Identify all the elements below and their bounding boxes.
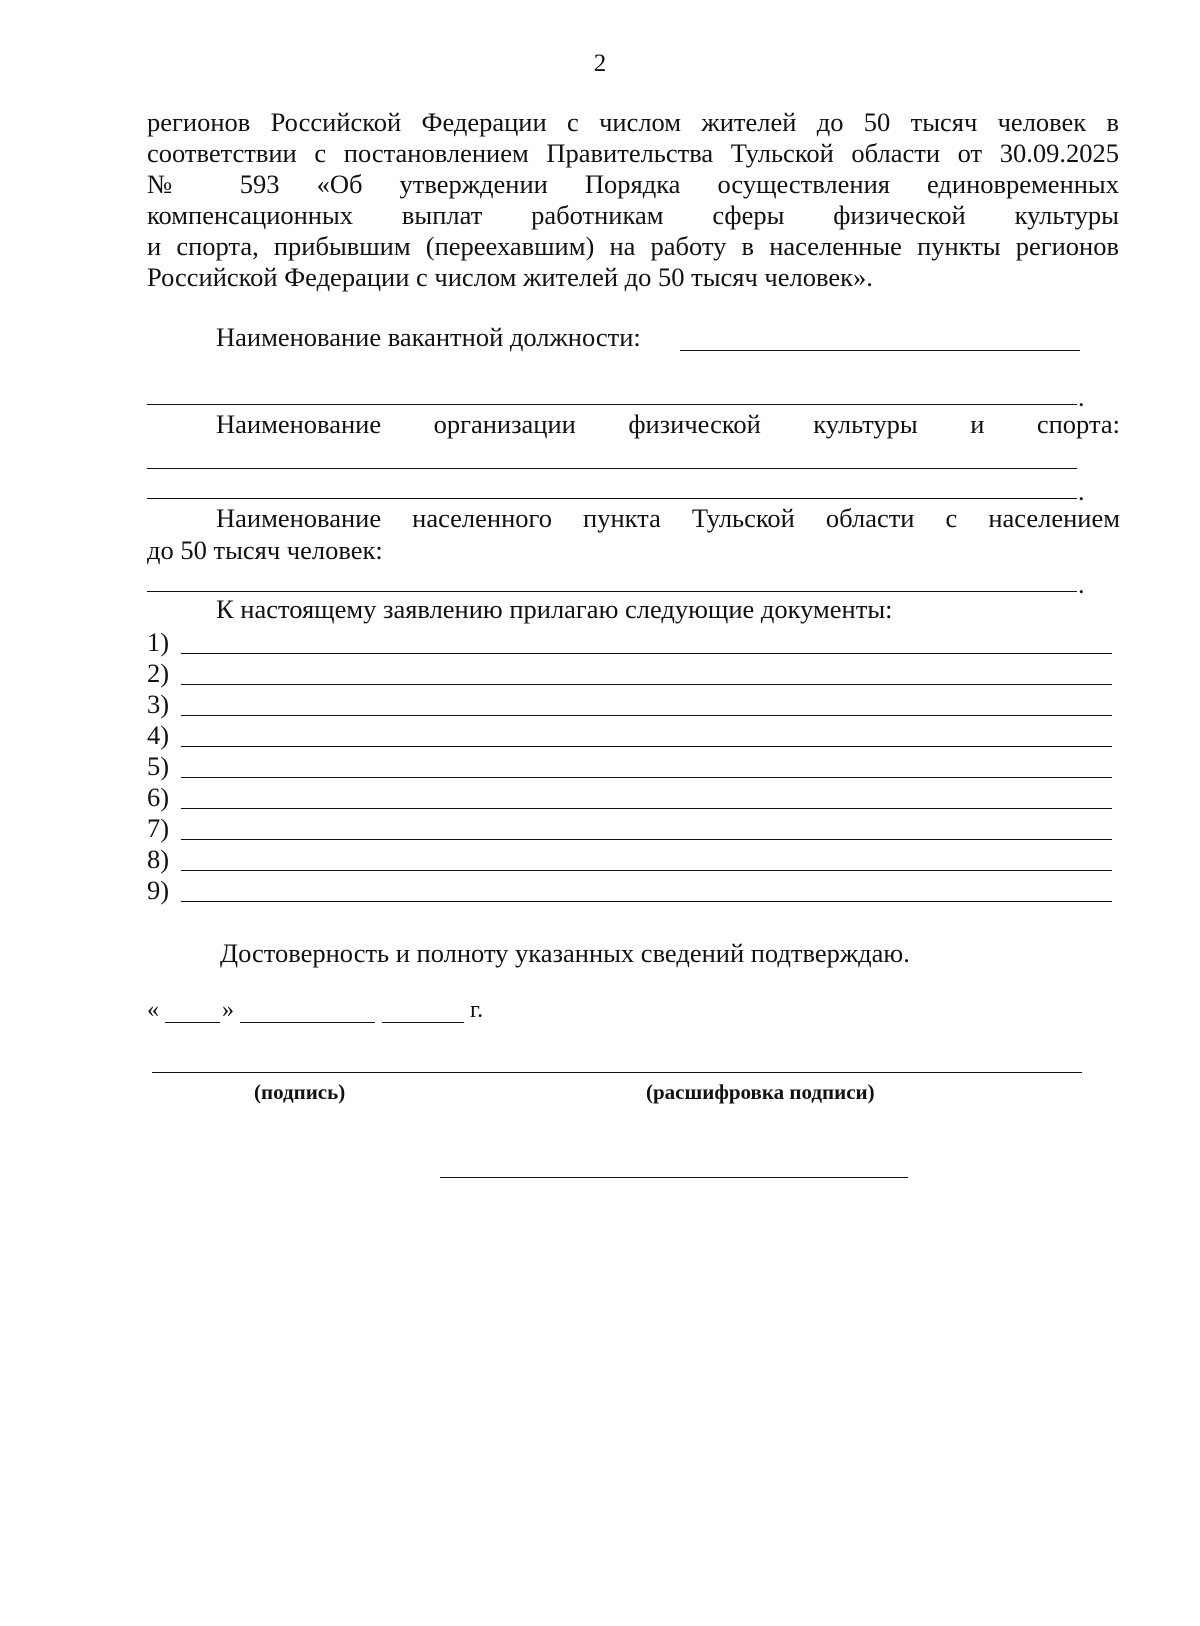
document-item-number: 3) bbox=[147, 689, 170, 719]
document-item-line[interactable] bbox=[181, 684, 1112, 685]
document-item-line[interactable] bbox=[181, 870, 1112, 871]
date-open-quote: « bbox=[147, 997, 159, 1023]
document-item-number: 2) bbox=[147, 658, 170, 688]
document-item-line[interactable] bbox=[181, 901, 1112, 902]
line-end-dot: . bbox=[1078, 570, 1085, 599]
vacancy-input-line-continued[interactable] bbox=[147, 404, 1077, 405]
intro-paragraph bbox=[147, 107, 1119, 293]
intro-line: соответствии с постановлением Правительства Тульской области от 30.09.2025 bbox=[147, 138, 1119, 168]
organization-input-line-continued[interactable] bbox=[147, 498, 1077, 499]
date-year-line[interactable] bbox=[382, 1022, 464, 1023]
organization-label: Наименование организации физической культуры и спорта: bbox=[216, 409, 1120, 439]
document-item-line[interactable] bbox=[181, 808, 1112, 809]
signature-decoding-caption: (расшифровка подписи) bbox=[646, 1080, 875, 1104]
document-item-line[interactable] bbox=[181, 839, 1112, 840]
document-item-number: 1) bbox=[147, 627, 170, 657]
line-end-dot: . bbox=[1078, 477, 1085, 506]
settlement-label-continued: до 50 тысяч человек: bbox=[147, 535, 383, 565]
intro-line: регионов Российской Федерации с числом жителей до 50 тысяч человек в bbox=[147, 107, 1119, 137]
document-item-line[interactable] bbox=[181, 715, 1112, 716]
closing-rule bbox=[440, 1177, 908, 1178]
vacancy-label: Наименование вакантной должности: bbox=[216, 322, 641, 352]
intro-line: и спорта, прибывшим (переехавшим) на работу в населенные пункты регионов bbox=[147, 231, 1119, 261]
document-item-number: 7) bbox=[147, 813, 170, 843]
document-item-number: 9) bbox=[147, 875, 170, 905]
documents-heading: К настоящему заявлению прилагаю следующие документы: bbox=[216, 594, 893, 624]
document-item-number: 6) bbox=[147, 782, 170, 812]
settlement-input-line[interactable] bbox=[147, 591, 1077, 592]
date-close-quote: » bbox=[222, 997, 234, 1023]
organization-input-line[interactable] bbox=[147, 468, 1077, 469]
line-end-dot: . bbox=[1078, 383, 1085, 412]
settlement-label: Наименование населенного пункта Тульской области с населением bbox=[216, 503, 1120, 533]
signature-caption: (подпись) bbox=[254, 1080, 346, 1104]
intro-line: компенсационных выплат работникам сферы физической культуры bbox=[147, 200, 1119, 230]
date-day-line[interactable] bbox=[165, 1022, 220, 1023]
page-number: 2 bbox=[593, 50, 607, 77]
vacancy-input-line[interactable] bbox=[680, 350, 1080, 351]
intro-line: № 593 «Об утверждении Порядка осуществления единовременных bbox=[147, 169, 1119, 199]
signature-line[interactable] bbox=[152, 1072, 1082, 1073]
document-item-line[interactable] bbox=[181, 746, 1112, 747]
document-item-number: 8) bbox=[147, 844, 170, 874]
date-year-suffix: г. bbox=[470, 997, 484, 1023]
document-item-line[interactable] bbox=[181, 653, 1112, 654]
document-item-number: 5) bbox=[147, 751, 170, 781]
confirmation-text: Достоверность и полноту указанных сведений подтверждаю. bbox=[220, 938, 910, 968]
date-month-line[interactable] bbox=[240, 1022, 375, 1023]
document-item-number: 4) bbox=[147, 720, 170, 750]
document-item-line[interactable] bbox=[181, 777, 1112, 778]
intro-line: Российской Федерации с числом жителей до 50 тысяч человек». bbox=[147, 262, 873, 292]
